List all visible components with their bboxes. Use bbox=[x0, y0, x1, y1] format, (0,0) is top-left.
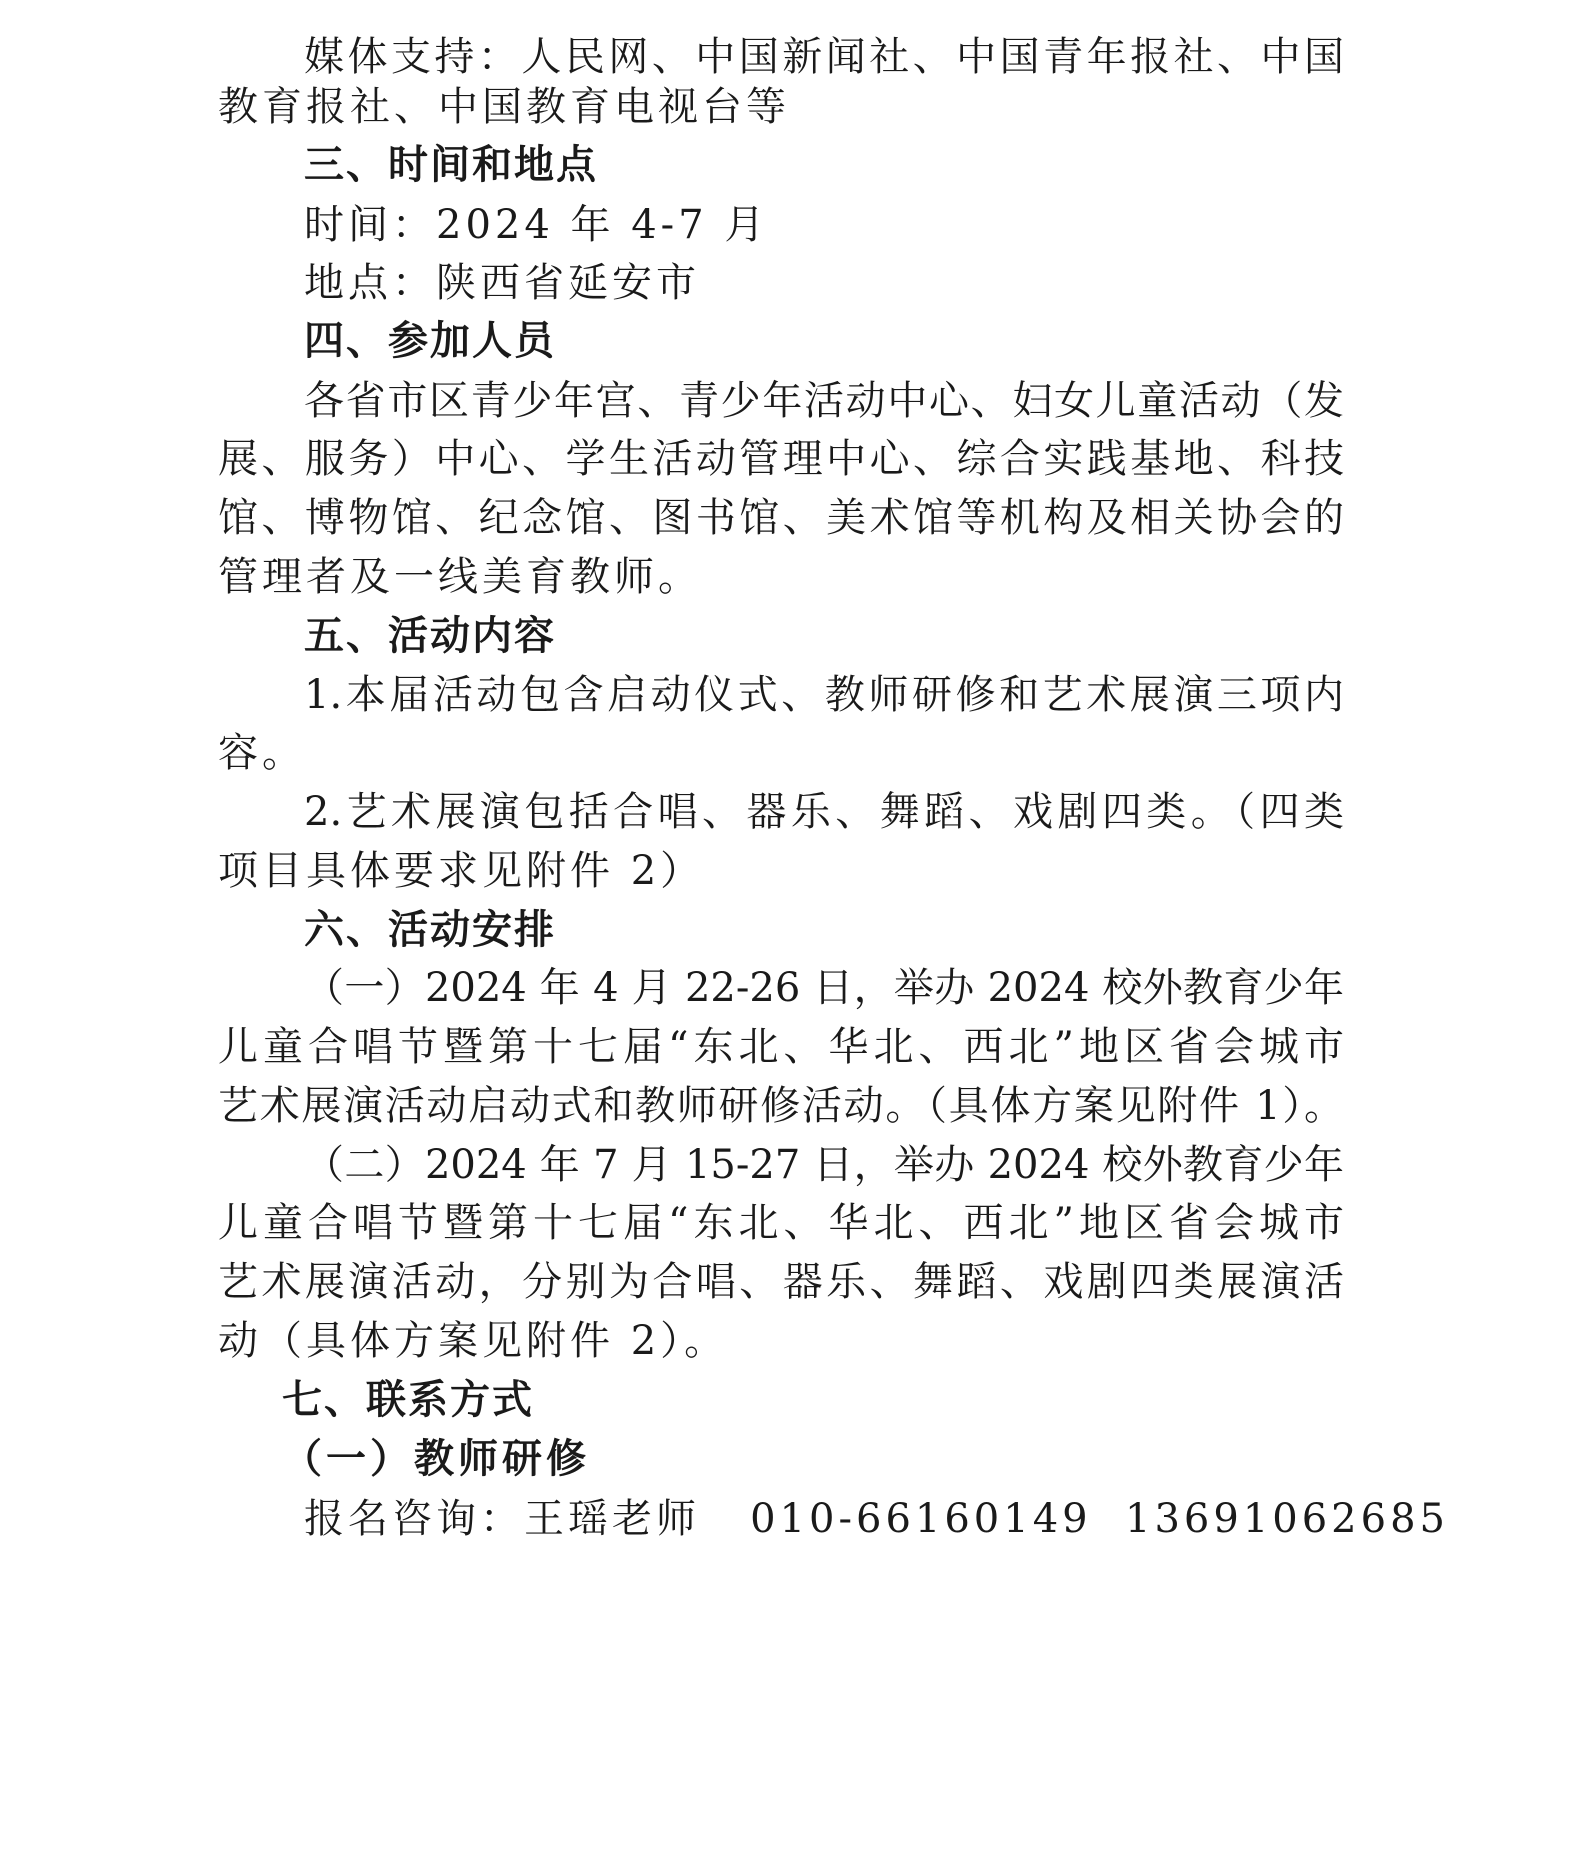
section-3-heading: 三、时间和地点 bbox=[304, 142, 598, 188]
schedule-1-line-2: 儿童合唱节暨第十七届“东北、华北、西北”地区省会城市 bbox=[218, 1024, 1344, 1070]
teacher-training-subheading: （一）教师研修 bbox=[282, 1435, 590, 1482]
section-4-heading: 四、参加人员 bbox=[304, 318, 556, 364]
place-line: 地点：陕西省延安市 bbox=[304, 260, 700, 306]
content-item-1-line-1: 1.本届活动包含启动仪式、教师研修和艺术展演三项内 bbox=[304, 672, 1344, 718]
participants-line-1: 各省市区青少年宫、青少年活动中心、妇女儿童活动（发 bbox=[304, 378, 1344, 424]
content-item-1-line-2: 容。 bbox=[218, 730, 306, 776]
section-6-heading: 六、活动安排 bbox=[304, 907, 556, 953]
participants-line-2: 展、服务）中心、学生活动管理中心、综合实践基地、科技 bbox=[218, 436, 1344, 482]
schedule-2-line-4: 动（具体方案见附件 2）。 bbox=[218, 1318, 729, 1364]
media-support-line-1: 媒体支持：人民网、中国新闻社、中国青年报社、中国 bbox=[304, 34, 1344, 80]
section-7-heading: 七、联系方式 bbox=[282, 1377, 534, 1423]
content-item-2-line-2: 项目具体要求见附件 2） bbox=[218, 848, 705, 894]
schedule-2-line-2: 儿童合唱节暨第十七届“东北、华北、西北”地区省会城市 bbox=[218, 1200, 1344, 1246]
participants-line-4: 管理者及一线美育教师。 bbox=[218, 554, 702, 600]
registration-contact-line: 报名咨询：王瑶老师 010-66160149 13691062685 bbox=[304, 1496, 1449, 1542]
schedule-2-line-1: （二）2024 年 7 月 15-27 日，举办 2024 校外教育少年 bbox=[304, 1142, 1344, 1188]
participants-line-3: 馆、博物馆、纪念馆、图书馆、美术馆等机构及相关协会的 bbox=[218, 495, 1344, 541]
section-5-heading: 五、活动内容 bbox=[304, 613, 556, 659]
media-support-line-2: 教育报社、中国教育电视台等 bbox=[218, 84, 790, 130]
schedule-1-line-1: （一）2024 年 4 月 22-26 日，举办 2024 校外教育少年 bbox=[304, 965, 1344, 1011]
schedule-1-line-3: 艺术展演活动启动式和教师研修活动。（具体方案见附件 1）。 bbox=[218, 1083, 1344, 1129]
content-item-2-line-1: 2.艺术展演包括合唱、器乐、舞蹈、戏剧四类。（四类 bbox=[304, 789, 1344, 835]
schedule-2-line-3: 艺术展演活动，分别为合唱、器乐、舞蹈、戏剧四类展演活 bbox=[218, 1259, 1344, 1305]
time-line: 时间：2024 年 4-7 月 bbox=[304, 202, 769, 248]
